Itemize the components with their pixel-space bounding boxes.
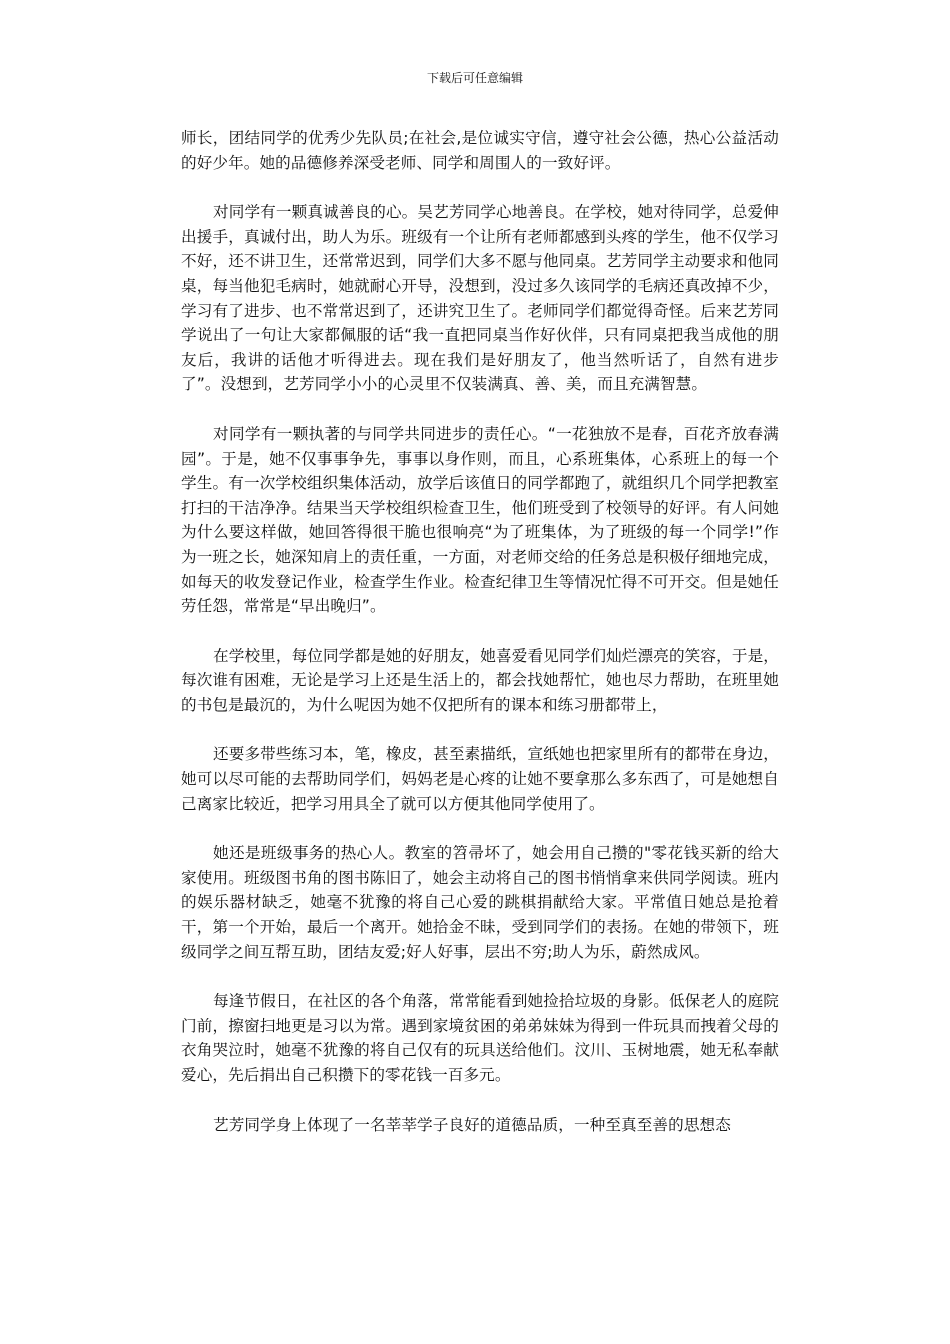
paragraph: 艺芳同学身上体现了一名莘莘学子良好的道德品质，一种至真至善的思想态 bbox=[213, 1115, 731, 1134]
paragraph: 她还是班级事务的热心人。教室的笤帚坏了，她会用自己攒的"零花钱买新的给大家使用。班级图书角的图书陈旧了，她会主动将自己的图书悄悄拿来供同学阅读。班内的娱乐器材缺乏，她毫不犹豫的将自己心爱的跳棋捐献给大家。平常值日她总是抢着干，第一个开始，最后一个离开。她拾金不昧，受到同学们的表扬。在她的带领下，班级同学之间互帮互助，团结友爱;好人好事，层出不穷;助人为乐，蔚然成风。 bbox=[181, 844, 779, 961]
document-body bbox=[181, 126, 779, 1162]
page-header: 下载后可任意编辑 bbox=[426, 71, 523, 85]
paragraph: 还要多带些练习本，笔，橡皮，甚至素描纸，宣纸她也把家里所有的都带在身边，她可以尽可能的去帮助同学们，妈妈老是心疼的让她不要拿那么多东西了，可是她想自己离家比较近，把学习用具全了就可以方便其他同学使用了。 bbox=[181, 745, 779, 813]
paragraph: 在学校里，每位同学都是她的好朋友，她喜爱看见同学们灿烂漂亮的笑容，于是，每次谁有困难，无论是学习上还是生活上的，都会找她帮忙，她也尽力帮助，在班里她的书包是最沉的，为什么呢因为她不仅把所有的课本和练习册都带上， bbox=[181, 646, 779, 714]
paragraph: 对同学有一颗执著的与同学共同进步的责任心。“一花独放不是春，百花齐放春满园”。于是，她不仅事事争先，事事以身作则，而且，心系班集体，心系班上的每一个学生。有一次学校组织集体活动，放学后该值日的同学都跑了，就组织几个同学把教室打扫的干洁净净。结果当天学校组织检查卫生，他们班受到了校领导的好评。有人问她为什么要这样做，她回答得很干脆也很响亮“为了班集体，为了班级的每一个同学!”作为一班之长，她深知肩上的责任重，一方面，对老师交给的任务总是积极仔细地完成，如每天的收发登记作业，检查学生作业。检查纪律卫生等情况忙得不可开交。但是她任劳任怨，常常是“早出晚归”。 bbox=[181, 424, 779, 616]
paragraph: 师长，团结同学的优秀少先队员;在社会,是位诚实守信，遵守社会公德，热心公益活动的好少年。她的品德修养深受老师、同学和周围人的一致好评。 bbox=[181, 129, 779, 172]
paragraph: 每逢节假日，在社区的各个角落，常常能看到她捡拾垃圾的身影。低保老人的庭院门前，擦窗扫地更是习以为常。遇到家境贫困的弟弟妹妹为得到一件玩具而拽着父母的衣角哭泣时，她毫不犹豫的将自己仅有的玩具送给他们。汶川、玉树地震，她无私奉献爱心，先后捐出自己积攒下的零花钱一百多元。 bbox=[181, 992, 779, 1084]
paragraph: 对同学有一颗真诚善良的心。吴艺芳同学心地善良。在学校，她对待同学，总爱伸出援手，真诚付出，助人为乐。班级有一个让所有老师都感到头疼的学生，他不仅学习不好，还不讲卫生，还常常迟到，同学们大多不愿与他同桌。艺芳同学主动要求和他同桌，每当他犯毛病时，她就耐心开导，没想到，没过多久该同学的毛病还真改掉不少，学习有了进步、也不常常迟到了，还讲究卫生了。老师同学们都觉得奇怪。后来艺芳同学说出了一句让大家都佩服的话“我一直把同桌当作好伙伴，只有同桌把我当成他的朋友后，我讲的话他才听得进去。现在我们是好朋友了，他当然听话了，自然有进步了”。没想到，艺芳同学小小的心灵里不仅装满真、善、美，而且充满智慧。 bbox=[181, 203, 779, 394]
